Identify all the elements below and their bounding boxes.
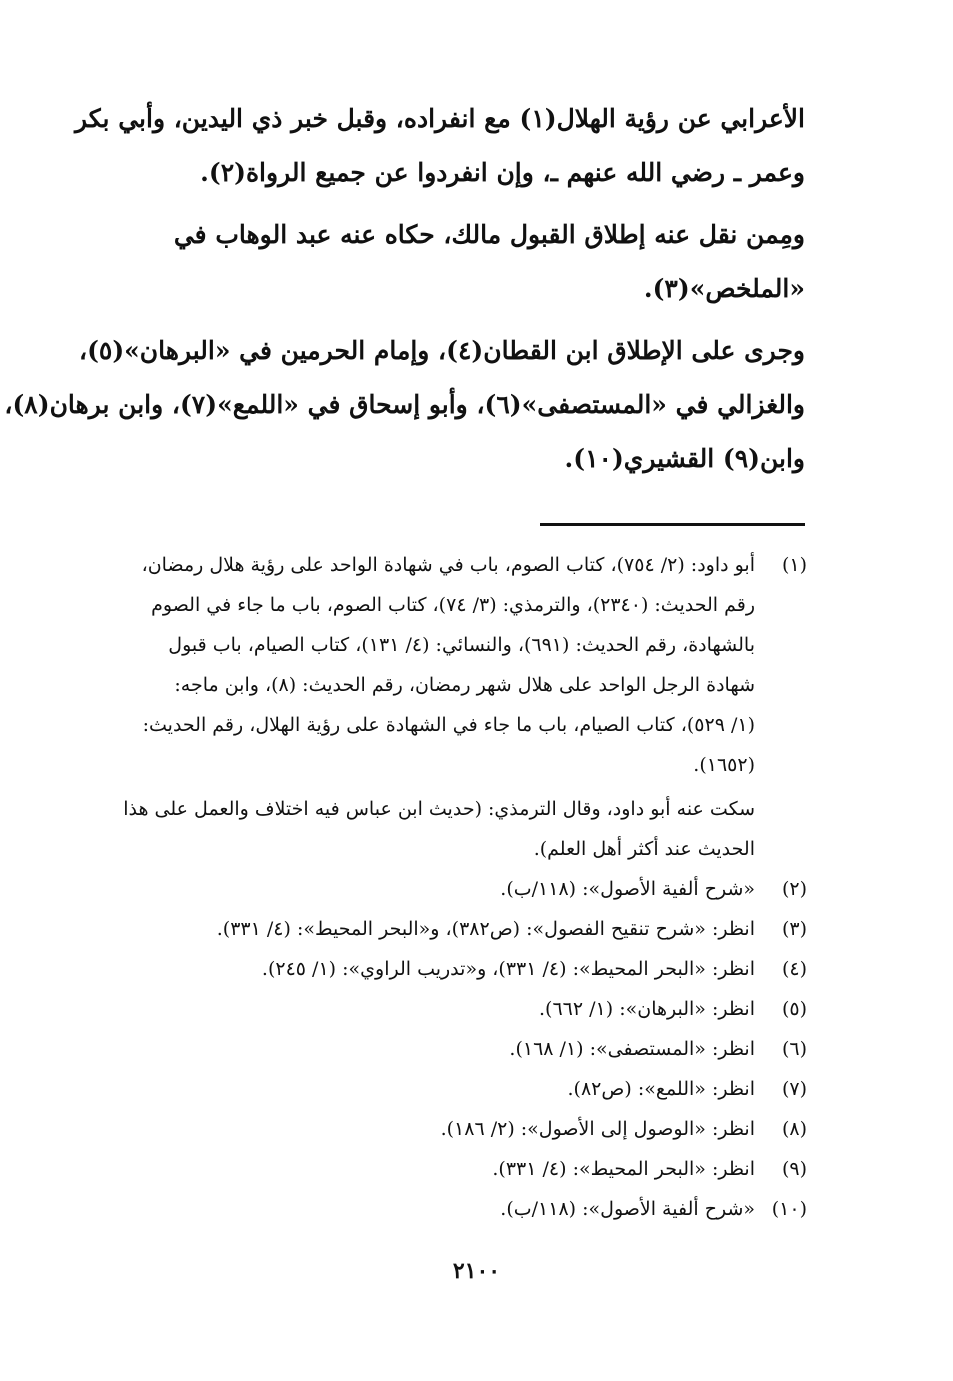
footnote-line: انظر: «الوصول إلى الأصول»: (٢/ ١٨٦). (440, 1118, 755, 1140)
text-line: وجرى على الإطلاق ابن القطان(٤)، وإمام الحرمين في «البرهان»(٥)، (79, 336, 805, 365)
footnote-number: (٢) (781, 878, 807, 900)
footnote-line: الحديث عند أكثر أهل العلم). (533, 838, 755, 860)
footnote-line: (١٦٥٢). (693, 754, 755, 776)
footnote-body (100, 989, 755, 1029)
footnote-separator (540, 523, 805, 526)
footnote-line: انظر: «البحر المحيط»: (٤/ ٣٣١)، و«تدريب الراوي»: (١/ ٢٤٥). (261, 958, 755, 980)
footnote-number: (١٠) (771, 1198, 807, 1220)
footnote-line: بالشهادة، رقم الحديث: (٦٩١)، والنسائي: (٤/ ١٣١)، كتاب الصيام، باب قبول (168, 634, 755, 656)
footnote-line: انظر: «البحر المحيط»: (٤/ ٣٣١). (492, 1158, 755, 1180)
footnote-line: أبو داود: (٢/ ٧٥٤)، كتاب الصوم، باب في شهادة الواحد على رؤية هلال رمضان، (141, 554, 755, 576)
text-line: ومِمن نقل عنه إطلاق القبول مالك، حكاه عنه عبد الوهاب في (173, 220, 805, 249)
footnote-9 (100, 1149, 807, 1189)
footnote-6 (100, 1029, 807, 1069)
footnote-line: رقم الحديث: (٢٣٤٠)، والترمذي: (٣/ ٧٤)، كتاب الصوم، باب ما جاء في الصوم (151, 594, 755, 616)
footnote-body (100, 1109, 755, 1149)
footnote-5 (100, 989, 807, 1029)
footnote-body (100, 545, 755, 785)
footnote-7 (100, 1069, 807, 1109)
text-line: «الملخص»(٣). (643, 274, 805, 303)
footnote-number: (٧) (781, 1078, 807, 1100)
footnote-2 (100, 869, 807, 909)
text-line: وعمر ـ رضي الله عنهم ـ، وإن انفردوا عن جميع الرواة(٢). (200, 158, 805, 187)
footnote-number: (٤) (781, 958, 807, 980)
text-line: وابن(٩) القشيري(١٠). (564, 444, 805, 473)
footnotes (100, 545, 807, 1229)
paragraph-1 (74, 92, 805, 200)
footnote-1 (100, 545, 807, 785)
footnote-line: (١/ ٥٢٩)، كتاب الصيام، باب ما جاء في الشهادة على رؤية الهلال، رقم الحديث: (142, 714, 755, 736)
footnote-line: انظر: «شرح تنقيح الفصول»: (ص٣٨٢)، و«البحر المحيط»: (٤/ ٣٣١). (216, 918, 755, 940)
text-line: والغزالي في «المستصفى»(٦)، وأبو إسحاق في «اللمع»(٧)، وابن برهان(٨)، (4, 390, 805, 419)
paragraph-2 (100, 208, 805, 316)
footnote-line: سكت عنه أبو داود، وقال الترمذي: (حديث ابن عباس فيه اختلاف والعمل على هذا (123, 798, 755, 820)
footnote-number: (٨) (781, 1118, 807, 1140)
footnote-4 (100, 949, 807, 989)
footnote-number: (٦) (781, 1038, 807, 1060)
footnote-number: (٣) (781, 918, 807, 940)
footnote-line: انظر: «البرهان»: (١/ ٦٦٢). (539, 998, 755, 1020)
text-line: الأعرابي عن رؤية الهلال(١) مع انفراده، وقبل خبر ذي اليدين، وأبي بكر (74, 104, 805, 133)
footnote-line: «شرح ألفية الأصول»: (١١٨/ب). (500, 1198, 755, 1220)
footnote-body (100, 1189, 755, 1229)
footnote-10 (100, 1189, 807, 1229)
footnote-body (100, 1029, 755, 1069)
footnote-body (100, 949, 755, 989)
page-number: ٢١٠٠ (452, 1258, 501, 1284)
paragraph-3 (4, 324, 805, 486)
footnote-8 (100, 1109, 807, 1149)
footnote-line: انظر: «المستصفى»: (١/ ١٦٨). (509, 1038, 755, 1060)
footnote-line: شهادة الرجل الواحد على هلال شهر رمضان، رقم الحديث: (٨)، وابن ماجه: (174, 674, 755, 696)
main-text (4, 92, 805, 494)
footnote-line: انظر: «اللمع»: (ص٨٢). (567, 1078, 755, 1100)
footnote-3 (100, 909, 807, 949)
footnote-body (100, 1069, 755, 1109)
footnote-body (100, 1149, 755, 1189)
footnote-body (100, 869, 755, 909)
footnote-number: (١) (781, 554, 807, 576)
footnote-number: (٩) (781, 1158, 807, 1180)
footnote-1-note (100, 789, 755, 869)
footnote-line: «شرح ألفية الأصول»: (١١٨/ب). (500, 878, 755, 900)
footnote-number: (٥) (781, 998, 807, 1020)
footnote-body (100, 909, 755, 949)
